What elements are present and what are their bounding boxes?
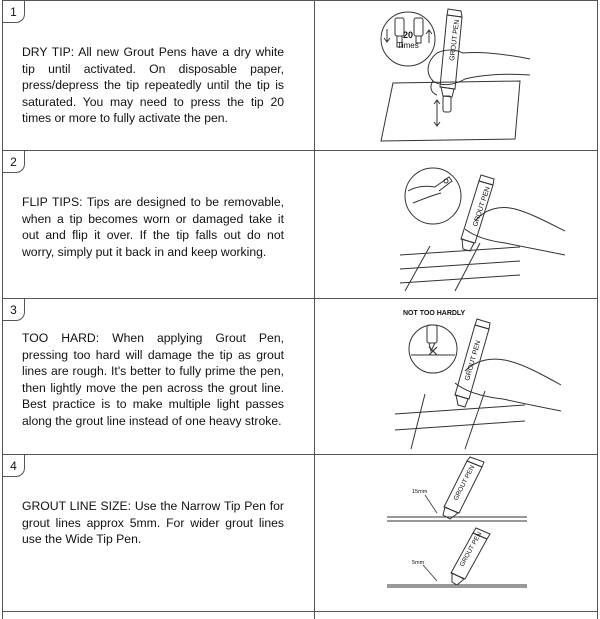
step-number: 2: [3, 151, 25, 173]
step-text-cell: [3, 612, 315, 619]
magnified-tip-circle: [409, 325, 457, 373]
step-row-2: [3, 150, 597, 298]
step-row-next: [3, 611, 597, 619]
step-illustration-cell: [315, 455, 597, 611]
press-count: 20: [402, 30, 414, 40]
step-number: 3: [3, 299, 25, 321]
step-description: TOO HARD: When applying Grout Pen, pressing too hard will damage the tip as grout lines are rough. It's better to fully prime the pen, then lightly move the pen across the grout line. Best practice is to make multiple light passes along the grout line instead of one heavy stroke.: [22, 331, 284, 428]
instruction-table: [2, 0, 598, 619]
step-description: GROUT LINE SIZE: Use the Narrow Tip Pen for grout lines approx 5mm. For wider grout lines use the Wide Tip Pen.: [22, 499, 284, 546]
press-count-unit: Times: [397, 41, 419, 50]
step-illustration-cell: [315, 151, 597, 298]
step-text-cell: [3, 1, 315, 150]
narrow-line-label: 5mm: [412, 560, 425, 566]
too-hard-illustration: [315, 299, 599, 455]
dry-tip-illustration: [315, 1, 599, 151]
cross-mark-icon: [429, 347, 437, 355]
grout-line-size-illustration: [315, 455, 599, 612]
pen-label: GROUT PEN: [449, 19, 462, 62]
step-row-1: [3, 0, 597, 150]
step-row-4: [3, 454, 597, 611]
step-text-cell: [3, 455, 315, 611]
step-illustration-cell: [315, 299, 597, 454]
wide-line-label: 15mm: [412, 489, 428, 495]
step-number: 1: [3, 1, 25, 23]
step-text-cell: [3, 299, 315, 454]
pen-label: GROUT PEN: [464, 339, 483, 382]
wide-grout-line: [387, 517, 527, 521]
pen-label: GROUT PEN: [452, 464, 477, 502]
magnified-tip-circle: [405, 168, 461, 224]
step-number: 4: [3, 455, 25, 477]
flip-tips-illustration: [315, 151, 599, 299]
step-description: FLIP TIPS: Tips are designed to be removable, when a tip becomes worn or damaged take it out and flip it over. If the tip falls out do not worry, simply put it back in and keep working.: [22, 195, 284, 259]
pen-label: GROUT PEN: [458, 530, 484, 568]
step-text-cell: [3, 151, 315, 298]
illustration-caption: NOT TOO HARDLY: [403, 310, 466, 317]
pen-label: GROUT PEN: [472, 185, 492, 228]
step-row-3: [3, 298, 597, 454]
step-illustration-cell: [315, 1, 597, 150]
step-description: DRY TIP: All new Grout Pens have a dry white tip until activated. On disposable paper, press/depress the tip repeatedly until the tip is saturated. You may need to press the tip 20 times or more to fully activate the pen.: [22, 45, 284, 125]
grout-lines: [400, 243, 520, 291]
